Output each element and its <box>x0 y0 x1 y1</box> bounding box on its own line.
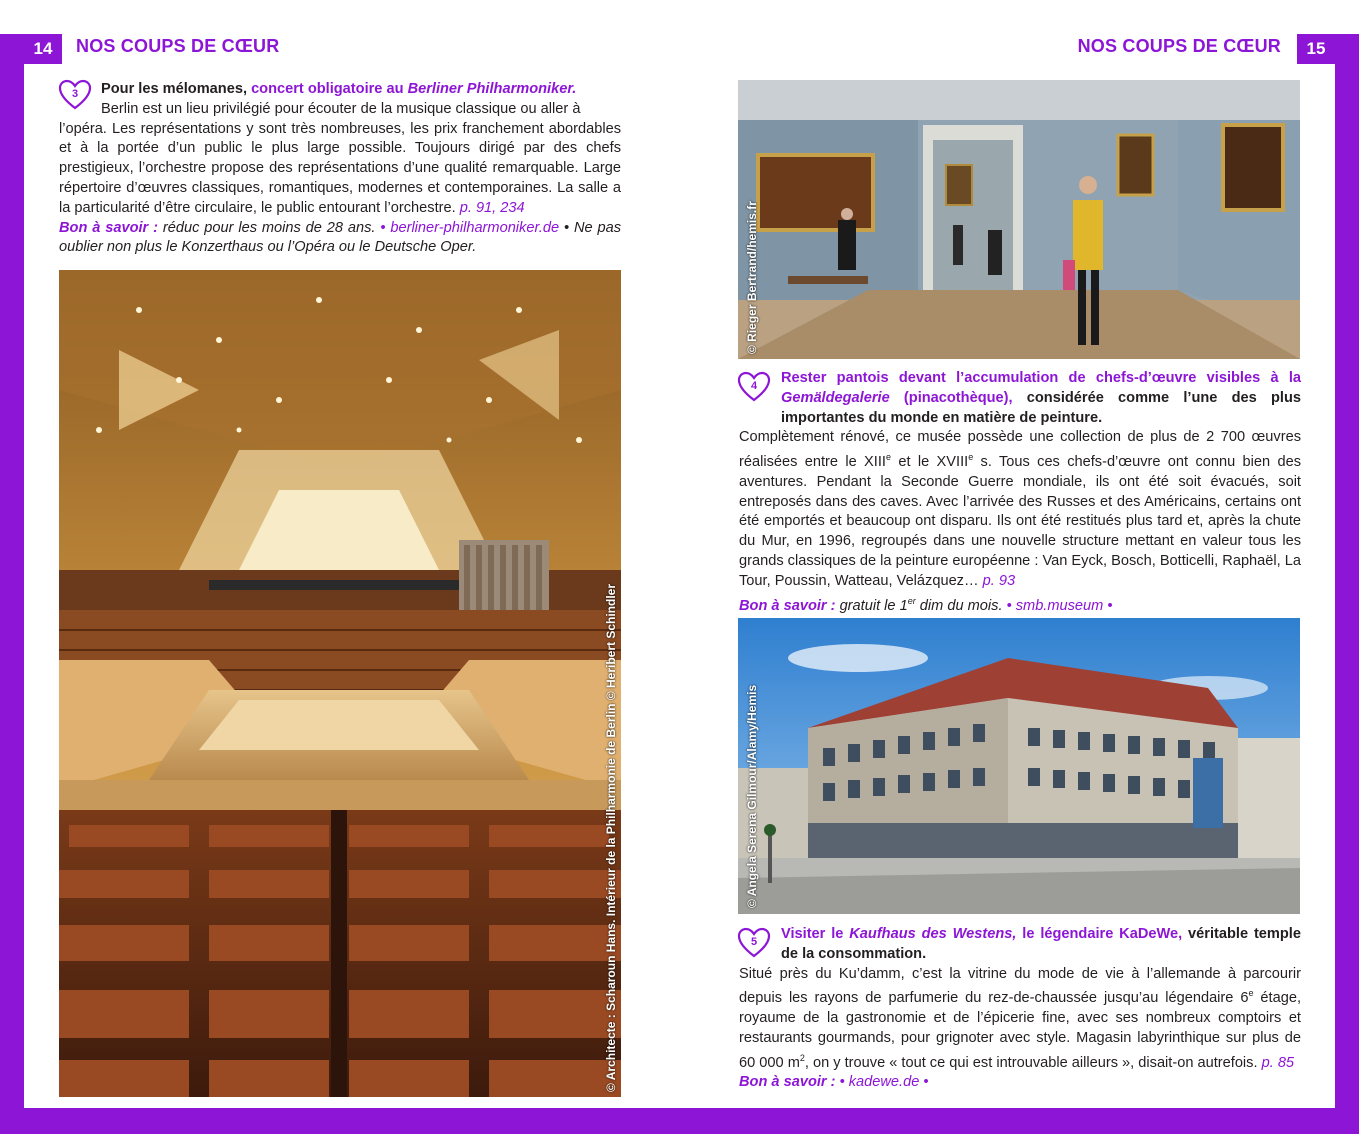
entry-lead-accent-2: (pinacothèque), <box>889 389 1013 406</box>
tip-text: gratuit le 1 <box>839 597 908 614</box>
tip-label: Bon à savoir : <box>59 219 163 236</box>
entry-lead: Pour les mélomanes, <box>101 81 252 97</box>
top-margin <box>0 0 1359 34</box>
superscript: er <box>907 595 916 606</box>
page-number-right: 15 <box>1297 34 1335 64</box>
running-head-right: NOS COUPS DE CŒUR <box>1077 36 1281 56</box>
left-border <box>0 34 24 1134</box>
entry-kadewe <box>739 925 1301 1093</box>
entry-lead-venue: Gemäldegalerie <box>781 389 890 406</box>
tip-text: réduc pour les moins de 28 ans. <box>162 219 381 236</box>
superscript: 2 <box>799 1052 805 1063</box>
entry-number: 4 <box>750 380 758 392</box>
page-ref-link[interactable]: p. 91, 234 <box>459 199 525 216</box>
tip-text-2: dim du mois. <box>915 597 1007 614</box>
photo-credit-bottom: © Angela Serena Gilmour/Alamy/Hemis <box>745 684 759 908</box>
superscript: e <box>1248 988 1254 999</box>
website-link[interactable]: • smb.museum • <box>1006 597 1113 614</box>
entry-body-a: Complètement rénové, ce musée possède une collection de plus de 2 700 œuvres réalisées entre le XIII <box>739 429 1301 471</box>
entry-number: 5 <box>750 936 758 948</box>
page-ref-link[interactable]: p. 93 <box>982 572 1016 589</box>
entry-lead: considérée comme l’une des plus importantes du monde en matière de peinture. <box>781 389 1301 426</box>
website-link[interactable]: • berliner-philharmoniker.de <box>380 219 560 236</box>
page-ref-link[interactable]: p. 85 <box>1261 1054 1295 1071</box>
tip-label: Bon à savoir : <box>739 597 840 614</box>
entry-body: l’opéra. Les représentations y sont très nombreuses, les prix franchement abordables et à la portée d’un public le plus large possible. Toujours dirigé par des chefs prestigieux, l’orchestre propose des représentations d’une qualité remarquable. Large répertoire d’œuvres classiques, romantiques, modernes et contemporaines. La salle a la particularité d’être circulaire, le public entourant l’orchestre. <box>59 120 621 216</box>
entry-lead-accent: Visiter le <box>781 926 850 942</box>
entry-body-b: étage, royaume de la gastronomie et de l’épicerie fine, avec ses nombreux comptoirs et restaurants gourmands, pour grignoter avec style. Magasin labyrinthique sur plus de 60 000 m <box>739 990 1301 1071</box>
entry-lead-accent-2: le légendaire KaDeWe, <box>1016 926 1183 942</box>
entry-body-c: , on y trouve « tout ce qui est introuvable ailleurs », disait-on autrefois. <box>804 1054 1262 1071</box>
bottom-border <box>0 1108 1359 1134</box>
entry-number: 3 <box>71 88 79 100</box>
concert-hall-photo <box>59 270 621 1097</box>
entry-lead-accent: concert obligatoire au <box>251 81 408 97</box>
entry-body-b: et le XVIII <box>890 454 969 471</box>
photo-credit-left: © Architecte : Scharoun Hans. Intérieur de la Philharmonie de Berlin © Heribert Schindler <box>604 583 618 1092</box>
page-number-left: 14 <box>24 34 62 64</box>
kadewe-building-photo <box>738 618 1300 914</box>
superscript: e <box>885 452 891 463</box>
entry-lead-accent: Rester pantois devant l’accumulation de chefs-d’œuvre visibles à la <box>781 370 1301 386</box>
entry-body-a: Situé près du Ku’damm, c’est la vitrine du mode de vie à l’allemande à parcourir depuis les rayons de parfumerie du rez-de-chaussée jusqu’au légendaire 6 <box>739 965 1301 1007</box>
website-link[interactable]: • kadewe.de • <box>839 1074 929 1091</box>
photo-credit-top: © Rieger Bertrand/hemis.fr <box>745 201 759 354</box>
superscript: e <box>968 452 974 463</box>
entry-body-line1: Berlin est un lieu privilégié pour écouter de la musique classique ou aller à <box>101 100 581 117</box>
museum-gallery-photo <box>738 80 1300 359</box>
running-head-left: NOS COUPS DE CŒUR <box>76 36 280 56</box>
entry-philharmoniker <box>59 80 621 258</box>
tip-text-2: • Ne pas oublier non plus le Konzerthaus ou l’Opéra ou le Deutsche Oper. <box>59 219 622 256</box>
entry-gemaeldegalerie <box>739 369 1301 616</box>
right-border <box>1335 34 1359 1134</box>
tip-label: Bon à savoir : <box>739 1074 840 1091</box>
entry-lead: véritable temple de la consommation. <box>781 926 1301 962</box>
entry-body-c: s. Tous ces chefs-d’œuvre ont connu bien des aventures. Pendant la Seconde Guerre mondiale, ils ont été soit évacués, soit entreposés dans des caves. Avec l’arrivée des Russes et des Américains, certains ont été emportés et beaucoup ont disparu. Ils ont été restitués plus tard et, après la chute du Mur, en 1996, regroupés dans une nouvelle structure mettant en valeur tous les grands classiques de la peinture européenne : Van Eyck, Bosch, Botticelli, Raphaël, La Tour, Poussin, Watteau, Velázquez… <box>739 454 1302 589</box>
entry-lead-venue: Kaufhaus des Westens, <box>849 926 1017 942</box>
entry-lead-venue: Berliner Philharmoniker. <box>407 81 577 97</box>
